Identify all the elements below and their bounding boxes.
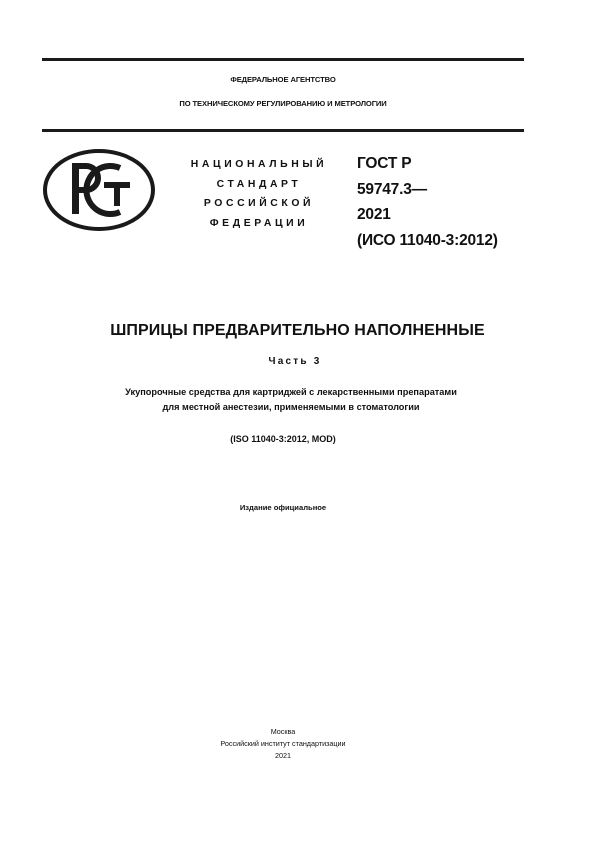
header-divider — [42, 129, 524, 132]
top-rule — [42, 58, 524, 61]
rst-certification-mark-icon — [42, 148, 156, 232]
standard-type-line1: НАЦИОНАЛЬНЫЙ — [190, 159, 328, 170]
standard-type-line2: СТАНДАРТ — [216, 178, 302, 190]
designation-line4: (ИСО 11040-3:2012) — [357, 231, 498, 249]
document-subtitle — [0, 385, 582, 414]
designation-line2: 59747.3— — [357, 180, 427, 198]
standard-type-line4: ФЕДЕРАЦИИ — [209, 217, 309, 229]
imprint-city: Москва — [270, 727, 296, 736]
part-number: Часть 3 — [268, 356, 322, 367]
imprint — [0, 726, 566, 761]
standard-type-line3: РОССИЙСКОЙ — [203, 198, 315, 209]
imprint-publisher: Российский институт стандартизации — [220, 738, 346, 748]
subtitle-line1: Укупорочные средства для картриджей с лекарственными препаратами — [125, 387, 457, 397]
standard-designation — [357, 151, 498, 253]
document-title: ШПРИЦЫ ПРЕДВАРИТЕЛЬНО НАПОЛНЕННЫЕ — [110, 322, 485, 339]
subtitle-line2: для местной анестезии, применяемыми в стоматологии — [162, 401, 420, 412]
standard-type — [170, 155, 348, 233]
iso-reference: (ISO 11040-3:2012, MOD) — [230, 434, 336, 444]
edition-label: Издание официальное — [239, 503, 327, 512]
imprint-year: 2021 — [275, 750, 291, 760]
designation-line3: 2021 — [357, 206, 391, 223]
agency-name-line1: ФЕДЕРАЛЬНОЕ АГЕНТСТВО — [230, 75, 336, 84]
designation-line1: ГОСТ Р — [357, 155, 412, 172]
agency-name-line2: ПО ТЕХНИЧЕСКОМУ РЕГУЛИРОВАНИЮ И МЕТРОЛОГИИ — [179, 99, 387, 108]
